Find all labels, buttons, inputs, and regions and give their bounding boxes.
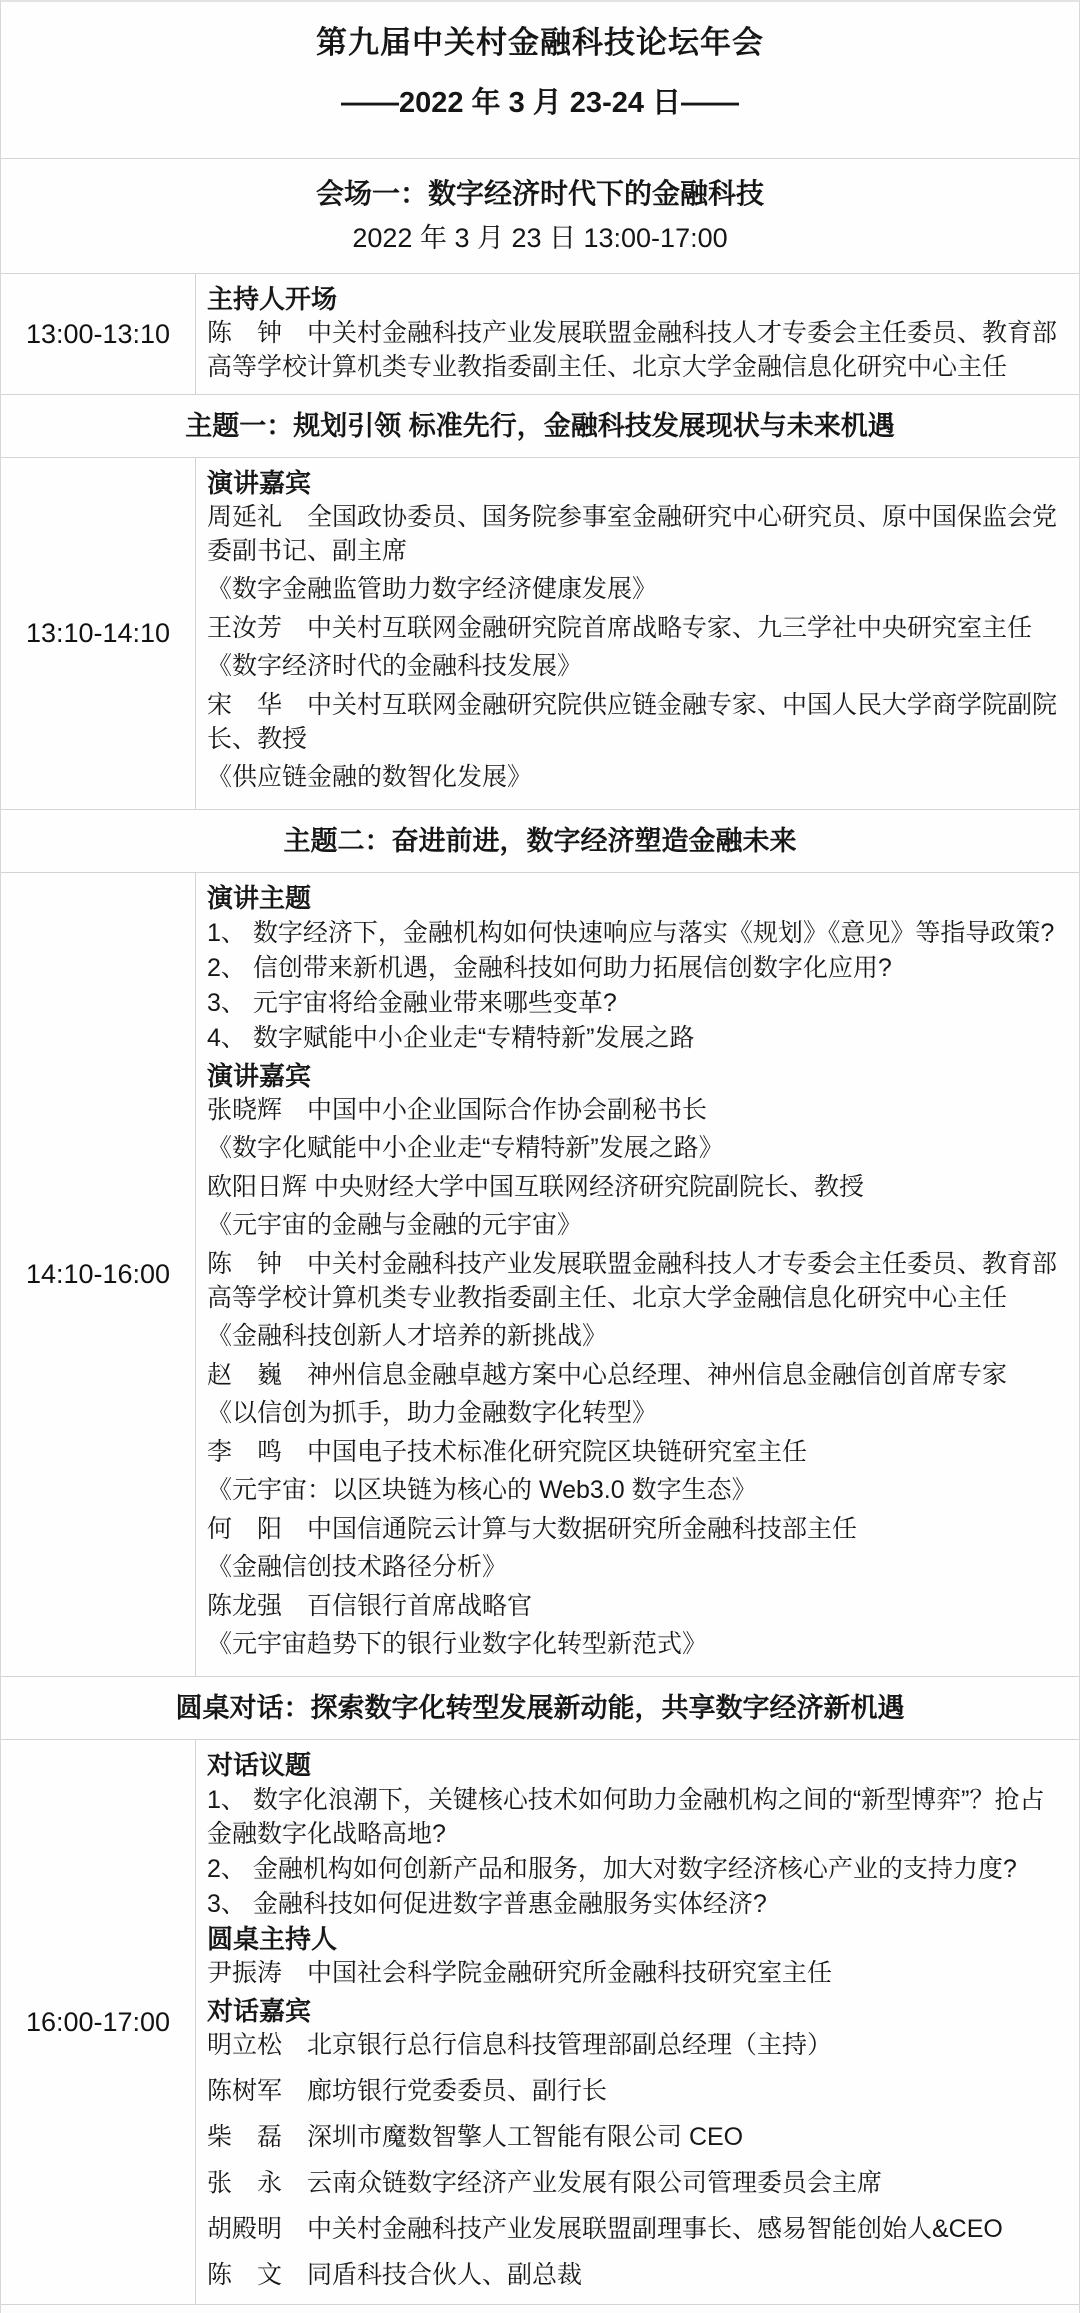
topic-item: 2、 信创带来新机遇，金融科技如何助力拓展信创数字化应用? bbox=[207, 954, 892, 982]
venue-block bbox=[1, 159, 1079, 274]
topic-item: 2、 金融机构如何创新产品和服务，加大对数字经济核心产业的支持力度? bbox=[207, 1855, 1017, 1883]
content-line: 张晓辉 中国中小企业国际合作协会副秘书长 bbox=[207, 1096, 708, 1124]
title-block bbox=[1, 2, 1079, 159]
venue-title: 会场一：数字经济时代下的金融科技 bbox=[315, 178, 764, 209]
agenda-row bbox=[1, 1740, 1079, 2305]
agenda-table bbox=[1, 274, 1079, 2305]
session-content bbox=[196, 274, 1079, 394]
venue-datetime: 2022 年 3 月 23 日 13:00-17:00 bbox=[352, 223, 728, 253]
content-line: 尹振涛 中国社会科学院金融研究所金融科技研究室主任 bbox=[207, 1959, 833, 1987]
agenda-row bbox=[1, 274, 1079, 395]
session-content bbox=[196, 873, 1079, 1676]
content-line: 何 阳 中国信通院云计算与大数据研究所金融科技部主任 bbox=[207, 1515, 858, 1543]
time-label: 13:00-13:10 bbox=[1, 274, 196, 394]
content-heading: 对话嘉宾 bbox=[207, 1996, 312, 2026]
time-label: 13:10-14:10 bbox=[1, 458, 196, 809]
content-heading: 演讲嘉宾 bbox=[207, 468, 312, 498]
session-content bbox=[196, 458, 1079, 809]
talk-title: 《元宇宙的金融与金融的元宇宙》 bbox=[207, 1211, 583, 1239]
talk-title: 《数字经济时代的金融科技发展》 bbox=[207, 652, 583, 680]
topic-item: 3、 金融科技如何促进数字普惠金融服务实体经济? bbox=[207, 1890, 767, 1918]
content-line: 李 鸣 中国电子技术标准化研究院区块链研究室主任 bbox=[207, 1438, 808, 1466]
agenda-row bbox=[1, 458, 1079, 810]
content-heading: 主持人开场 bbox=[207, 284, 338, 314]
date-range: ——2022 年 3 月 23-24 日—— bbox=[340, 87, 740, 119]
topic-item: 1、 数字化浪潮下，关键核心技术如何助力金融机构之间的“新型博弈”？抢占金融数字化战略高地? bbox=[207, 1786, 1045, 1848]
talk-title: 《以信创为抓手，助力金融数字化转型》 bbox=[207, 1399, 658, 1427]
content-line: 陈 钟 中关村金融科技产业发展联盟金融科技人才专委会主任委员、教育部高等学校计算机类专业教指委副主任、北京大学金融信息化研究中心主任 bbox=[207, 319, 1058, 381]
time-label: 14:10-16:00 bbox=[1, 873, 196, 1676]
talk-title: 《供应链金融的数智化发展》 bbox=[207, 763, 533, 791]
talk-title: 《金融科技创新人才培养的新挑战》 bbox=[207, 1322, 608, 1350]
talk-title: 《数字金融监管助力数字经济健康发展》 bbox=[207, 575, 658, 603]
guest-line: 陈 文 同盾科技合伙人、副总裁 bbox=[207, 2261, 583, 2289]
bottom-strip bbox=[1, 2305, 1079, 2313]
content-line: 宋 华 中关村互联网金融研究院供应链金融专家、中国人民大学商学院副院长、教授 bbox=[207, 691, 1058, 753]
talk-title: 《元宇宙：以区块链为核心的 Web3.0 数字生态》 bbox=[207, 1476, 757, 1504]
content-heading: 演讲主题 bbox=[207, 883, 312, 913]
page-title: 第九届中关村金融科技论坛年会 bbox=[316, 25, 764, 60]
guest-line: 张 永 云南众链数字经济产业发展有限公司管理委员会主席 bbox=[207, 2169, 883, 2197]
session-content bbox=[196, 1740, 1079, 2304]
guest-line: 柴 磊 深圳市魔数智擎人工智能有限公司 CEO bbox=[207, 2123, 744, 2151]
section-header: 主题二：奋进前进，数字经济塑造金融未来 bbox=[1, 810, 1079, 873]
agenda-row bbox=[1, 873, 1079, 1677]
content-heading: 演讲嘉宾 bbox=[207, 1061, 312, 1091]
guest-line: 胡殿明 中关村金融科技产业发展联盟副理事长、感易智能创始人&CEO bbox=[207, 2215, 1003, 2243]
guest-line: 明立松 北京银行总行信息科技管理部副总经理（主持） bbox=[207, 2031, 833, 2059]
time-label: 16:00-17:00 bbox=[1, 1740, 196, 2304]
content-line: 陈 钟 中关村金融科技产业发展联盟金融科技人才专委会主任委员、教育部高等学校计算机类专业教指委副主任、北京大学金融信息化研究中心主任 bbox=[207, 1250, 1058, 1312]
topic-item: 1、 数字经济下，金融机构如何快速响应与落实《规划》《意见》等指导政策? bbox=[207, 919, 1055, 947]
topic-item: 4、 数字赋能中小企业走“专精特新”发展之路 bbox=[207, 1024, 695, 1052]
content-line: 欧阳日辉 中央财经大学中国互联网经济研究院副院长、教授 bbox=[207, 1173, 864, 1201]
section-header: 圆桌对话：探索数字化转型发展新动能，共享数字经济新机遇 bbox=[1, 1677, 1079, 1740]
content-heading: 对话议题 bbox=[207, 1750, 312, 1780]
content-line: 王汝芳 中关村互联网金融研究院首席战略专家、九三学社中央研究室主任 bbox=[207, 614, 1033, 642]
topic-item: 3、 元宇宙将给金融业带来哪些变革? bbox=[207, 989, 617, 1017]
talk-title: 《金融信创技术路径分析》 bbox=[207, 1553, 508, 1581]
talk-title: 《元宇宙趋势下的银行业数字化转型新范式》 bbox=[207, 1630, 708, 1658]
talk-title: 《数字化赋能中小企业走“专精特新”发展之路》 bbox=[207, 1134, 724, 1162]
section-header: 主题一：规划引领 标准先行，金融科技发展现状与未来机遇 bbox=[1, 395, 1079, 458]
content-line: 赵 巍 神州信息金融卓越方案中心总经理、神州信息金融信创首席专家 bbox=[207, 1361, 1008, 1389]
content-heading: 圆桌主持人 bbox=[207, 1924, 338, 1954]
content-line: 陈龙强 百信银行首席战略官 bbox=[207, 1592, 533, 1620]
guest-line: 陈树军 廊坊银行党委委员、副行长 bbox=[207, 2077, 608, 2105]
content-line: 周延礼 全国政协委员、国务院参事室金融研究中心研究员、原中国保监会党委副书记、副主席 bbox=[207, 503, 1058, 565]
